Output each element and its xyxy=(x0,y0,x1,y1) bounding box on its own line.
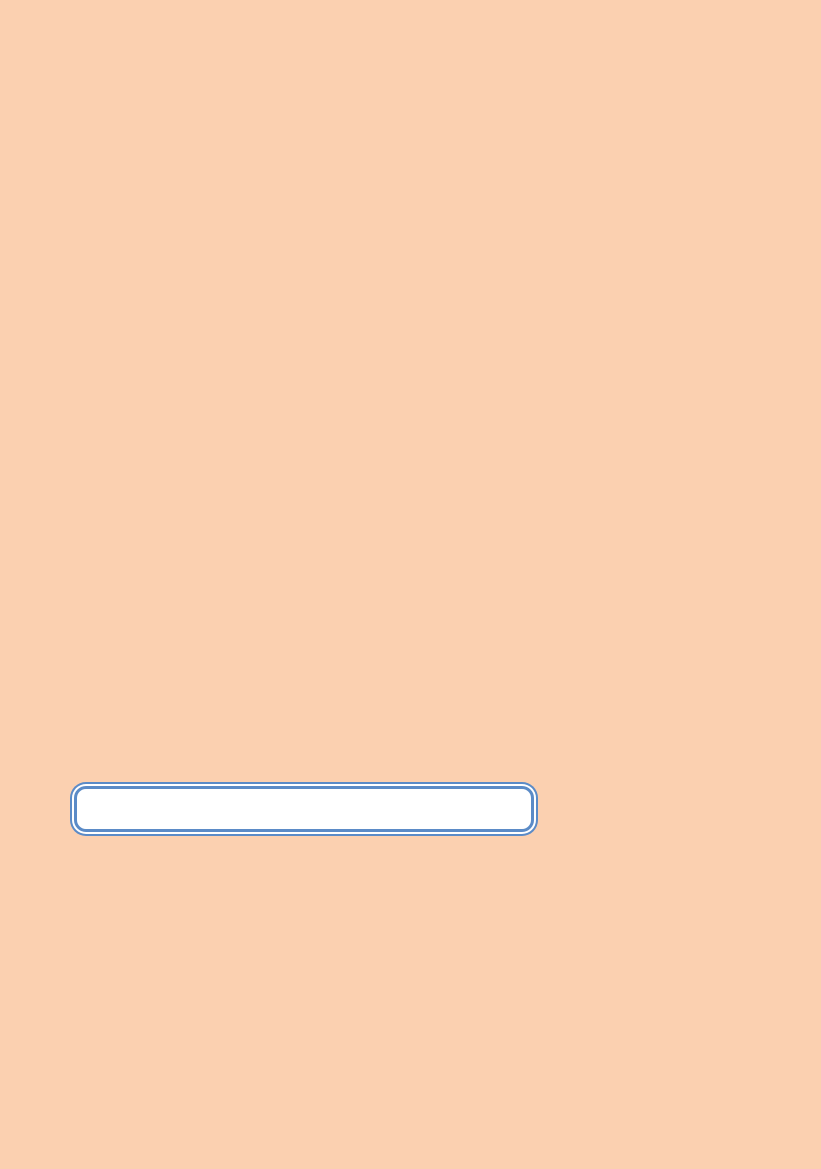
instruction-box xyxy=(74,786,534,832)
watermark xyxy=(90,51,655,560)
